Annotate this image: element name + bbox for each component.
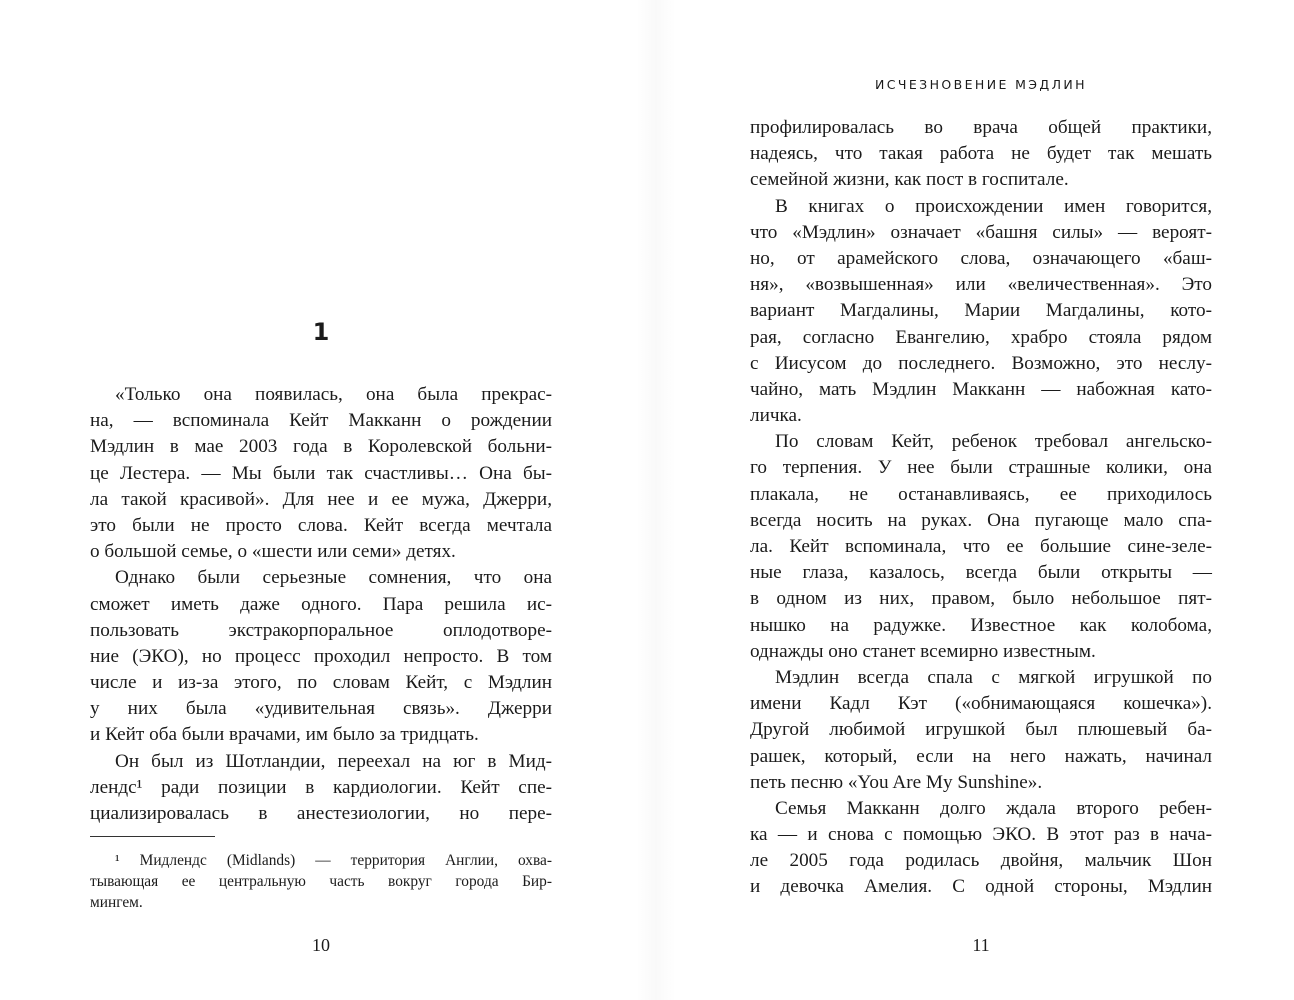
text-line: ле 2005 года родилась двойня, мальчик Шон [750,850,1212,872]
running-head: ИСЧЕЗНОВЕНИЕ МЭДЛИН [875,77,1087,92]
text-line: что «Мэдлин» означает «башня силы» — вероят- [750,221,1212,243]
text-line: По словам Кейт, ребенок требовал ангельско- [775,431,1212,453]
text-line: это были не просто слова. Кейт всегда мечтала [90,514,552,536]
text-line: надеясь, что такая работа не будет так мешать [750,143,1212,165]
text-line: Мэдлин всегда спала с мягкой игрушкой по [775,666,1212,688]
text-line: ка — и снова с помощью ЭКО. В этот раз в нача- [750,824,1212,846]
book-gutter [636,0,676,1000]
text-line: чайно, мать Мэдлин Макканн — набожная като- [750,378,1212,400]
text-line: сможет иметь даже одного. Пара решила ис- [90,593,552,615]
chapter-number: 1 [312,318,330,346]
text-line: петь песню «You Are My Sunshine». [750,771,1043,793]
text-line: В книгах о происхождении имен говорится, [775,195,1212,217]
text-line: Мэдлин в мае 2003 года в Королевской больни- [90,436,552,458]
text-line: Он был из Шотландии, переехал на юг в Мид- [115,750,552,772]
text-line: Семья Макканн долго ждала второго ребен- [775,797,1212,819]
text-line: ла. Кейт вспоминала, что ее большие сине-зеле- [750,536,1212,557]
page-number: 10 [312,935,330,955]
text-line: ние (ЭКО), но процесс проходил непросто. В том [90,645,552,667]
text-line: всегда носить на руках. Она пугающе мало спа- [750,509,1212,531]
text-line: ня», «возвышенная» или «величественная». Это [750,274,1212,296]
text-line: циализировалась в анестезиологии, но пере- [90,803,552,824]
text-line: ные глаза, казалось, всегда были открыты — [750,562,1212,584]
footnote [90,850,552,913]
text-line: вариант Магдалины, Марии Магдалины, кото- [750,300,1212,322]
text-line: семейной жизни, как пост в госпитале. [750,169,1069,191]
text-line: лендс¹ ради позиции в кардиологии. Кейт спе- [90,776,552,798]
text-line: нышко на радужке. Известное как колобома, [750,614,1212,636]
text-line: плакала, не останавливаясь, ее приходилось [750,483,1212,505]
text-line: ла такой красивой». Для нее и ее мужа, Джерри, [90,488,552,510]
text-line: с Иисусом до последнего. Возможно, это неслу- [750,352,1212,374]
left-page [90,0,552,1000]
text-line: однажды оно станет всемирно известным. [750,640,1096,662]
right-page-body [750,115,1212,901]
text-line: «Только она появилась, она была прекрас- [115,384,552,405]
text-line: го терпения. У нее были страшные колики, она [750,457,1212,479]
text-line: пользовать экстракорпоральное оплодотворе- [90,619,552,641]
text-line: у них была «удивительная связь». Джерри [90,698,552,720]
text-line: Однако были серьезные сомнения, что она [115,567,552,589]
text-line: рая, согласно Евангелию, храбро стояла рядом [750,326,1212,348]
page-number: 11 [972,935,990,955]
footnote-line: тывающая ее центральную часть вокруг города Бир- [90,873,552,890]
text-line: Другой любимой игрушкой был плюшевый ба- [750,719,1212,741]
text-line: в одном из них, правом, было небольшое пят- [750,588,1212,610]
text-line: це Лестера. — Мы были так счастливы… Она бы- [90,462,552,484]
text-line: числе и из-за этого, по словам Кейт, с Мэдлин [90,672,552,694]
text-line: и девочка Амелия. С одной стороны, Мэдлин [750,876,1212,898]
footnote-line: ¹ Мидлендс (Midlands) — территория Англии, охва- [115,852,552,869]
text-line: рашек, который, если на него нажать, начинал [750,745,1212,767]
left-page-body [90,382,552,827]
footnote-line: мингем. [90,894,143,911]
right-page [750,0,1212,1000]
text-line: имени Кадл Кэт («обнимающаяся кошечка»). [750,693,1212,715]
text-line: но, от арамейского слова, означающего «баш- [750,247,1212,269]
text-line: и Кейт оба были врачами, им было за тридцать. [90,724,479,746]
text-line: личка. [750,405,802,427]
text-line: о большой семье, о «шести или семи» детях. [90,541,456,563]
footnote-divider [90,836,215,837]
text-line: профилировалась во врача общей практики, [750,117,1212,138]
text-line: на, — вспоминала Кейт Макканн о рождении [90,410,552,432]
